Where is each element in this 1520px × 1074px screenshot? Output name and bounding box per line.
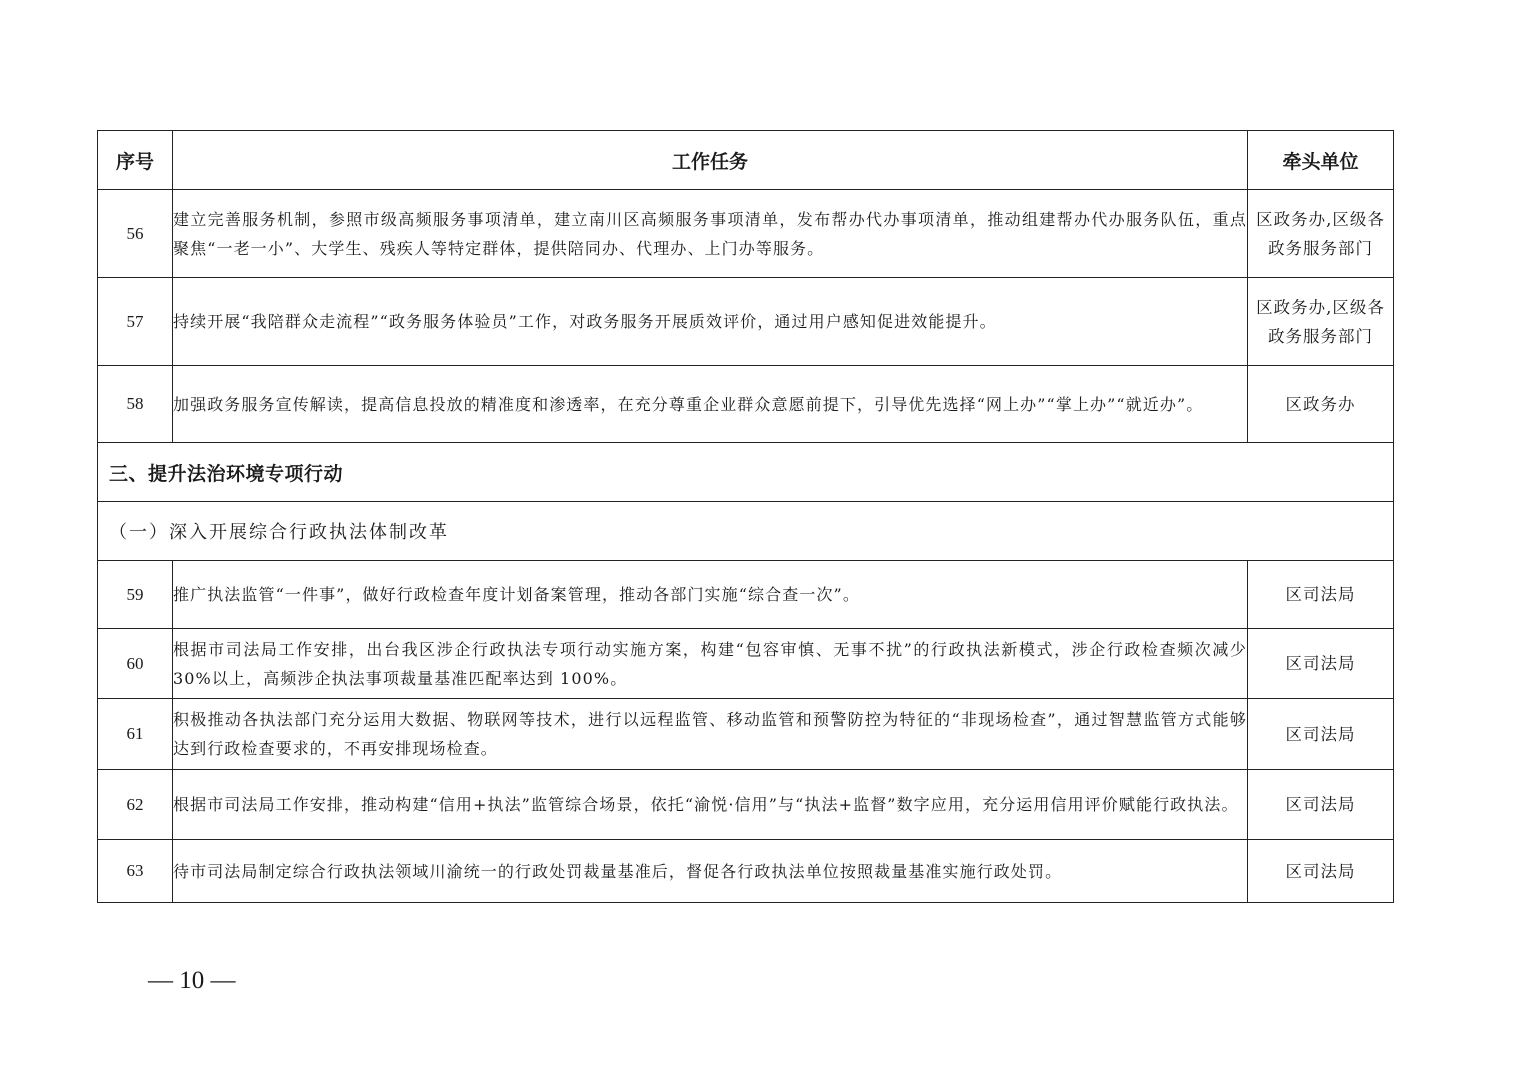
row-unit: 区政务办 (1248, 366, 1394, 443)
row-unit: 区政务办,区级各政务服务部门 (1248, 190, 1394, 278)
row-task: 加强政务服务宣传解读，提高信息投放的精准度和渗透率，在充分尊重企业群众意愿前提下，引导优先选择“网上办”“掌上办”“就近办”。 (173, 366, 1248, 443)
row-number: 58 (98, 366, 173, 443)
row-task: 推广执法监管“一件事”，做好行政检查年度计划备案管理，推动各部门实施“综合查一次”。 (173, 561, 1248, 629)
row-task: 待市司法局制定综合行政执法领域川渝统一的行政处罚裁量基准后，督促各行政执法单位按照裁量基准实施行政处罚。 (173, 840, 1248, 903)
header-no: 序号 (98, 131, 173, 190)
row-unit: 区司法局 (1248, 561, 1394, 629)
row-number: 56 (98, 190, 173, 278)
row-number: 57 (98, 278, 173, 366)
table-row (98, 770, 1394, 840)
table-row (98, 561, 1394, 629)
row-task: 积极推动各执法部门充分运用大数据、物联网等技术，进行以远程监管、移动监管和预警防控为特征的“非现场检查”，通过智慧监管方式能够达到行政检查要求的，不再安排现场检查。 (173, 699, 1248, 770)
row-task: 持续开展“我陪群众走流程”“政务服务体验员”工作，对政务服务开展质效评价，通过用户感知促进效能提升。 (173, 278, 1248, 366)
section-title: 三、提升法治环境专项行动 (98, 443, 1394, 502)
table-row (98, 629, 1394, 699)
row-unit: 区司法局 (1248, 770, 1394, 840)
row-number: 61 (98, 699, 173, 770)
row-task: 建立完善服务机制，参照市级高频服务事项清单，建立南川区高频服务事项清单，发布帮办代办事项清单，推动组建帮办代办服务队伍，重点聚焦“一老一小”、大学生、残疾人等特定群体，提供陪同办、代理办、上门办等服务。 (173, 190, 1248, 278)
table-row (98, 840, 1394, 903)
row-unit: 区司法局 (1248, 840, 1394, 903)
header-task: 工作任务 (173, 131, 1248, 190)
row-unit: 区司法局 (1248, 629, 1394, 699)
table-row (98, 699, 1394, 770)
subsection-row (98, 502, 1394, 561)
row-number: 60 (98, 629, 173, 699)
row-number: 62 (98, 770, 173, 840)
subsection-title: （一）深入开展综合行政执法体制改革 (98, 502, 1394, 561)
row-unit: 区政务办,区级各政务服务部门 (1248, 278, 1394, 366)
row-unit: 区司法局 (1248, 699, 1394, 770)
task-table (97, 130, 1394, 903)
table-row (98, 278, 1394, 366)
table-header-row (98, 131, 1394, 190)
row-task: 根据市司法局工作安排，出台我区涉企行政执法专项行动实施方案，构建“包容审慎、无事不扰”的行政执法新模式，涉企行政检查频次减少 30%以上，高频涉企执法事项裁量基准匹配率达到 100%。 (173, 629, 1248, 699)
page-number: — 10 — (148, 967, 236, 994)
row-task: 根据市司法局工作安排，推动构建“信用+执法”监管综合场景，依托“渝悦·信用”与“执法+监督”数字应用，充分运用信用评价赋能行政执法。 (173, 770, 1248, 840)
table-row (98, 366, 1394, 443)
section-row (98, 443, 1394, 502)
row-number: 63 (98, 840, 173, 903)
row-number: 59 (98, 561, 173, 629)
table-row (98, 190, 1394, 278)
header-unit: 牵头单位 (1248, 131, 1394, 190)
